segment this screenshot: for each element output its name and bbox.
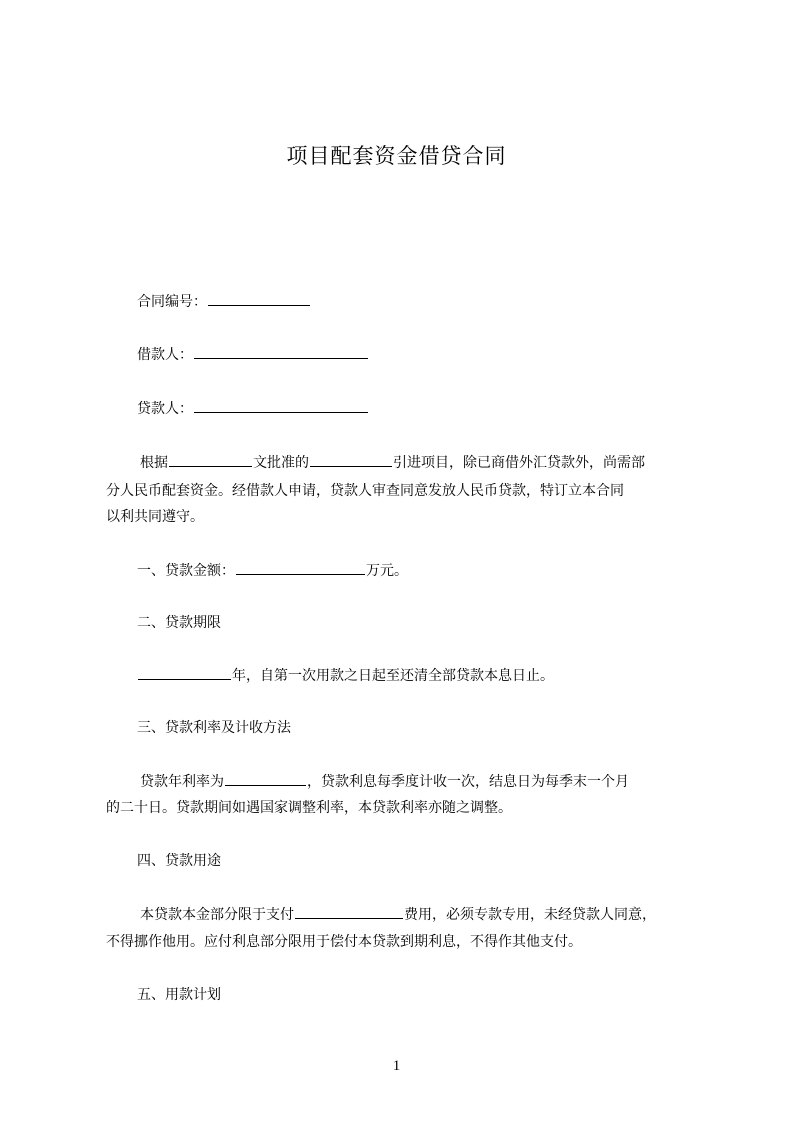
loan-amount-label: 一、贷款金额： [137,563,235,579]
purpose-blank [295,904,403,919]
usage-plan-heading: 五、用款计划 [137,987,221,1003]
page-number: 1 [392,1058,401,1074]
interest-line-1 [140,771,629,792]
contract-number-label: 合同编号： [137,294,207,310]
loan-term-heading: 二、贷款期限 [137,615,221,631]
borrower-line [137,344,369,365]
approval-doc-blank [169,452,252,467]
lender-line [137,398,369,419]
intro-line-2: 分人民币配套资金。经借款人申请，贷款人审查同意发放人民币贷款，特订立本合同 [106,483,624,499]
contract-number-blank [208,291,310,306]
lender-blank [194,398,368,413]
project-name-blank [310,452,392,467]
interest-text-a: 贷款年利率为 [140,774,224,790]
purpose-line-2: 不得挪作他用。应付利息部分限用于偿付本贷款到期利息，不得作其他支付。 [106,934,582,950]
interest-heading: 三、贷款利率及计收方法 [137,720,291,736]
loan-amount-blank [236,560,365,575]
interest-rate-blank [225,771,306,786]
intro-text-b: 文批准的 [253,455,309,471]
document-title: 项目配套资金借贷合同 [286,144,507,168]
loan-amount-unit: 万元。 [366,563,408,579]
borrower-blank [194,344,368,359]
purpose-text-a: 本贷款本金部分限于支付 [140,907,294,923]
lender-label: 贷款人： [137,401,193,417]
loan-term-line [137,665,554,686]
purpose-heading: 四、贷款用途 [137,853,221,869]
contract-number-line [137,291,311,312]
interest-line-2: 的二十日。贷款期间如遇国家调整利率，本贷款利率亦随之调整。 [106,800,512,816]
loan-amount-line [137,560,408,581]
intro-text-a: 根据 [140,455,168,471]
loan-term-blank [138,665,231,680]
borrower-label: 借款人： [137,347,193,363]
purpose-text-b: 费用，必须专款专用，未经贷款人同意， [404,907,656,923]
purpose-line-1 [140,904,656,925]
intro-line-3: 以利共同遵守。 [106,509,204,525]
interest-text-b: ，贷款利息每季度计收一次，结息日为每季末一个月 [307,774,629,790]
intro-text-c: 引进项目，除已商借外汇贷款外，尚需部 [393,455,645,471]
intro-line-1 [140,452,645,473]
loan-term-text: 年，自第一次用款之日起至还清全部贷款本息日止。 [232,668,554,684]
